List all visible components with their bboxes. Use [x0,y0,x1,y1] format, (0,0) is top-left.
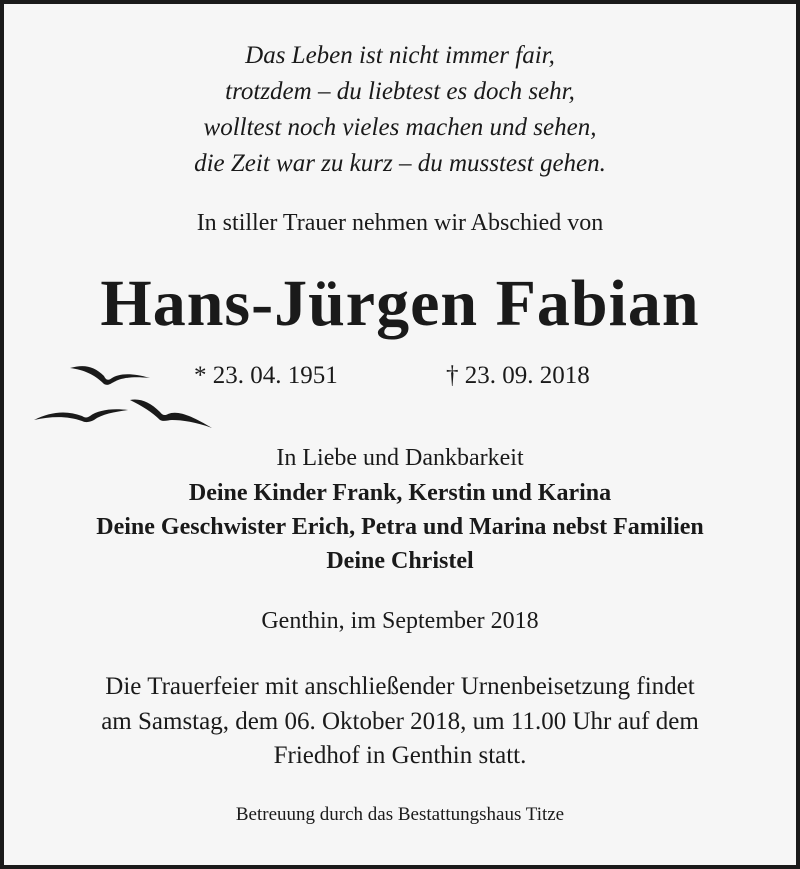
funeral-line-2: am Samstag, dem 06. Oktober 2018, um 11.00 Uhr auf dem [101,708,699,735]
funeral-home-credit: Betreuung durch das Bestattungshaus Titze [235,804,565,825]
poem-line-2: trotzdem – du liebtest es doch sehr, [225,78,575,105]
place-date: Genthin, im September 2018 [261,608,539,634]
poem-line-4: die Zeit war zu kurz – du musstest gehen. [194,150,606,177]
funeral-line-3: Friedhof in Genthin statt. [273,742,527,769]
farewell-intro: In stiller Trauer nehmen wir Abschied von [196,210,604,236]
mourners-line-2: Deine Geschwister Erich, Petra und Marina nebst Familien [96,514,704,540]
death-date: † 23. 09. 2018 [446,362,590,389]
deceased-name: Hans-Jürgen Fabian [100,267,700,340]
mourners-line-1: Deine Kinder Frank, Kerstin und Karina [188,480,612,506]
poem-line-1: Das Leben ist nicht immer fair, [245,42,555,69]
funeral-line-1: Die Trauerfeier mit anschließender Urnenbeisetzung findet [105,673,695,700]
birth-date: * 23. 04. 1951 [194,362,338,389]
mourners-line-3: Deine Christel [326,548,474,574]
poem-line-3: wolltest noch vieles machen und sehen, [203,114,597,141]
mourners-intro: In Liebe und Dankbarkeit [276,445,524,471]
